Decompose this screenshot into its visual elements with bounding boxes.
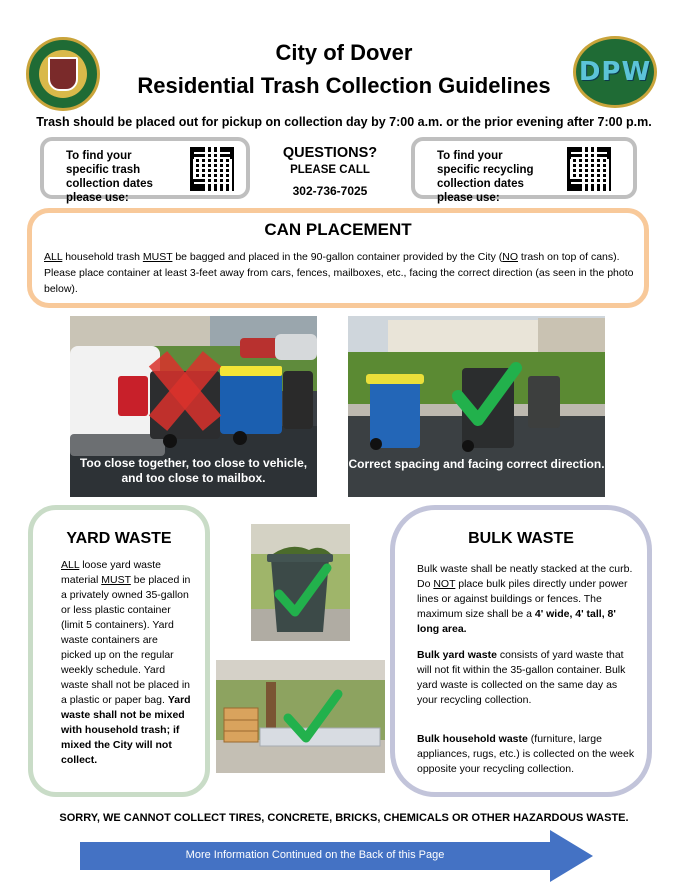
bulk-waste-text-3: Bulk household waste (furniture, large appliances, rugs, etc.) is collected on the week opposite your recycling collection. (417, 733, 635, 775)
continued-arrow (80, 830, 595, 882)
can-placement-heading: CAN PLACEMENT (264, 220, 412, 239)
yard-waste-text: ALL loose yard waste material MUST be placed in a privately owned 35-gallon or less plastic container (limit 5 containers). Yard waste containers are picked up on the regular weekly schedule. Yard waste shall not be placed in a plastic or paper bag. Yard waste shall not be mixed with household trash; if mixed the City will not collect. (61, 559, 191, 766)
continued-arrow-label: More Information Continued on the Back of this Page (185, 849, 445, 861)
yard-waste-box (28, 505, 210, 797)
phone-number[interactable]: 302-736-7025 (292, 184, 368, 198)
hazardous-waste-warning: SORRY, WE CANNOT COLLECT TIRES, CONCRETE, BRICKS, CHEMICALS OR OTHER HAZARDOUS WASTE. (59, 812, 629, 824)
please-call-label: PLEASE CALL (290, 164, 370, 176)
wrong-placement-photo (70, 316, 317, 497)
correct-placement-caption: Correct spacing and facing correct direction. (348, 457, 605, 471)
page-title-line2: Residential Trash Collection Guidelines (137, 73, 551, 98)
dpw-logo-text: DPW (578, 57, 652, 87)
can-placement-box (27, 208, 649, 308)
page-title-line1: City of Dover (275, 40, 413, 65)
can-placement-text: ALL household trash MUST be bagged and placed in the 90-gallon container provided by the City (NO trash on top of cans). Please place container at least 3-feet away from cars, fences, mailboxes, etc., facing the correct direction (as seen in the photo below). (44, 251, 634, 295)
yard-container-photo (251, 524, 350, 641)
trash-qr-code-icon[interactable] (190, 147, 234, 191)
trash-dates-qr-box (40, 137, 250, 204)
recycling-dates-qr-box (411, 137, 637, 204)
questions-heading: QUESTIONS? (282, 145, 378, 161)
yard-waste-heading: YARD WASTE (66, 530, 172, 547)
recycling-dates-text: To find your specific recycling collection dates please use: (437, 150, 534, 204)
bulk-waste-box (390, 505, 652, 797)
correct-placement-photo (348, 316, 605, 497)
wrong-placement-caption: Too close together, too close to vehicle, and too close to mailbox. (79, 456, 308, 485)
recycling-qr-code-icon[interactable] (567, 147, 611, 191)
questions-block (270, 145, 390, 198)
bulk-waste-text-2: Bulk yard waste consists of yard waste that will not fit within the 35-gallon container. Bulk yard waste is collected on the same day as your recycling collection. (417, 649, 626, 706)
pickup-time-note: Trash should be placed out for pickup on collection day by 7:00 a.m. or the prior evening after 7:00 p.m. (36, 115, 652, 129)
bulk-waste-text-1: Bulk waste shall be neatly stacked at the curb. Do NOT place bulk piles directly under power lines or against buildings or fences. The maximum size shall be a 4' wide, 4' tall, 8' long area. (417, 563, 633, 635)
trash-dates-text: To find your specific trash collection dates please use: (66, 150, 153, 204)
bulk-waste-photo (216, 660, 385, 773)
bulk-waste-heading: BULK WASTE (468, 530, 574, 547)
